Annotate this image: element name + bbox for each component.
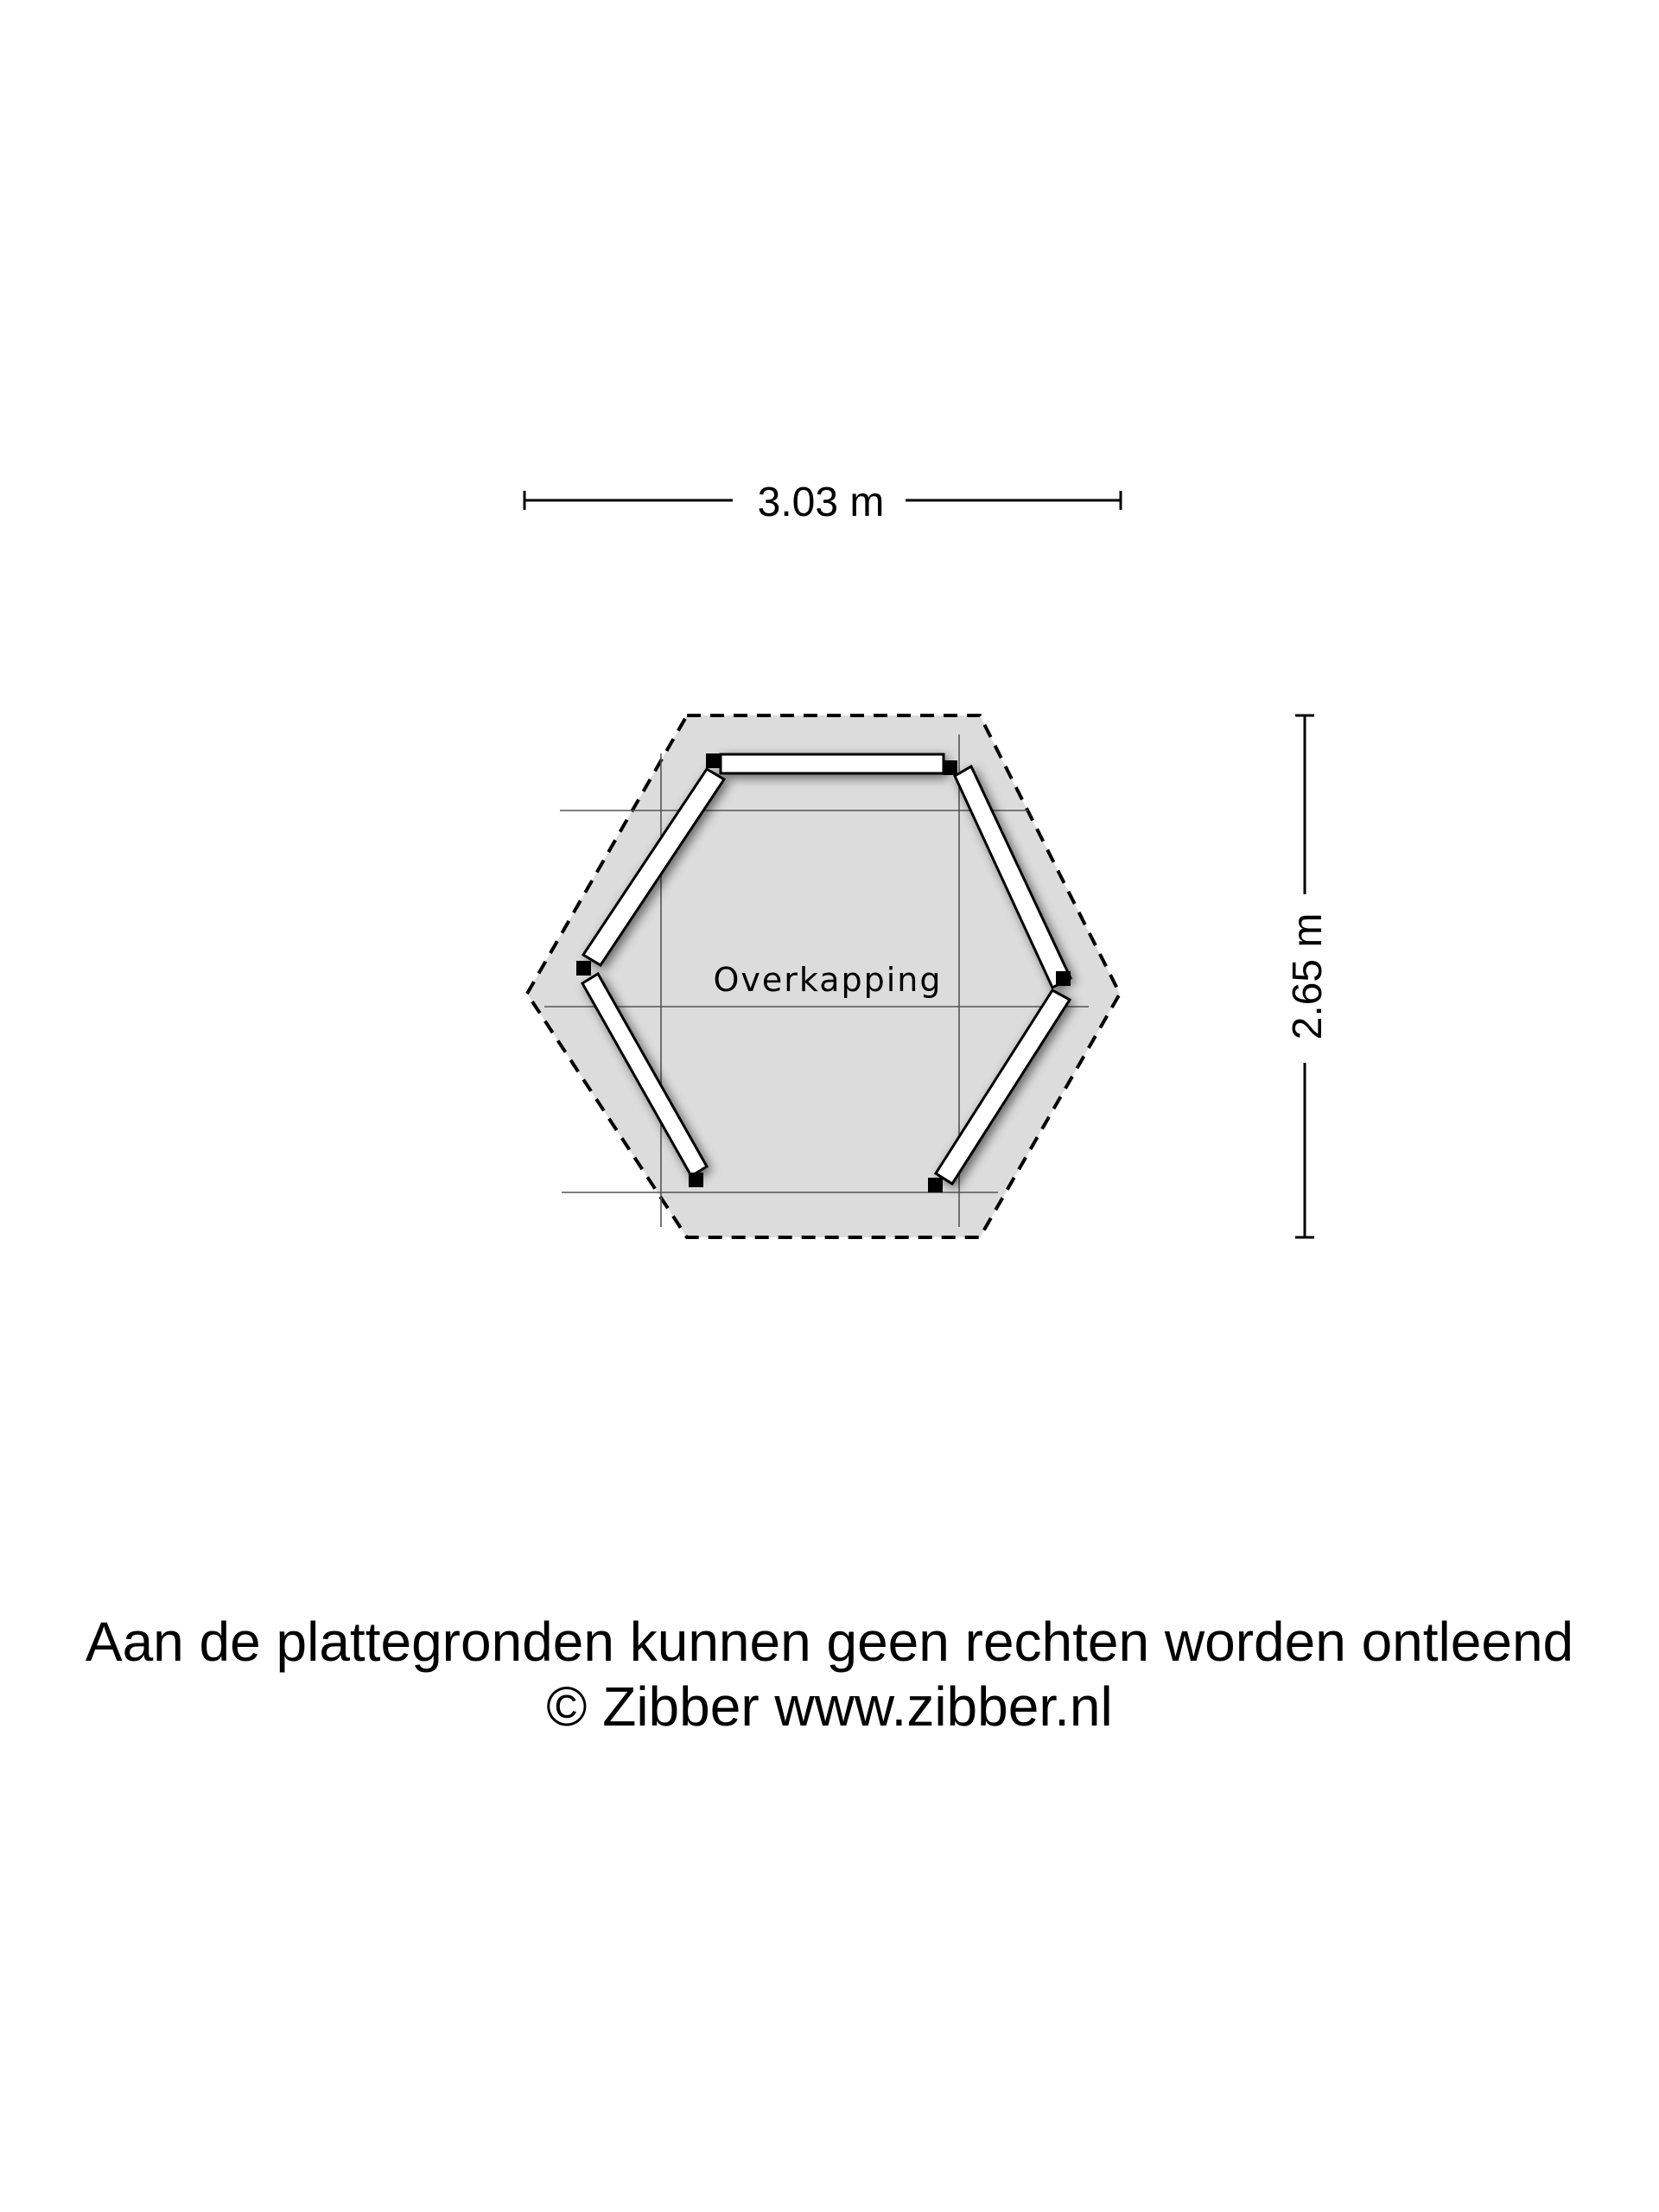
post	[1056, 971, 1071, 986]
post	[928, 1178, 943, 1192]
room-label: Overkapping	[713, 961, 943, 999]
copyright-text: © Zibber www.zibber.nl	[546, 1675, 1113, 1738]
post	[943, 760, 957, 775]
disclaimer-text: Aan de plattegronden kunnen geen rechten worden ontleend	[85, 1611, 1574, 1673]
height-dimension-label: 2.65 m	[1285, 912, 1331, 1040]
post	[689, 1173, 703, 1187]
post	[576, 961, 591, 976]
post	[706, 753, 721, 768]
width-dimension-label: 3.03 m	[757, 480, 885, 525]
wall-top	[721, 754, 944, 773]
